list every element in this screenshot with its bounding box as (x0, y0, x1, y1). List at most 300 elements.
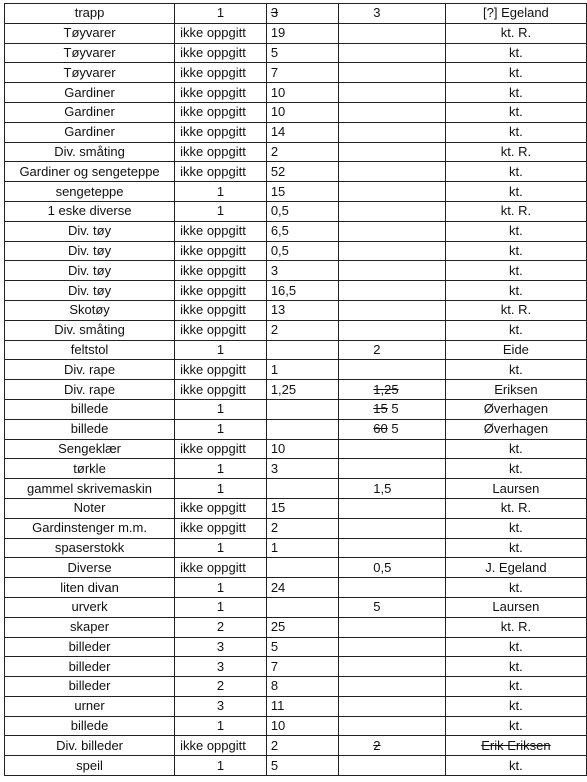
item-cell: Sengeklær (5, 439, 175, 459)
item-cell: spaserstokk (5, 538, 175, 558)
count-cell: ikke oppgitt (175, 360, 267, 380)
count-cell: ikke oppgitt (175, 122, 267, 142)
item-cell: skaper (5, 617, 175, 637)
buyer-cell (445, 63, 586, 83)
count-cell: 1 (175, 756, 267, 776)
buyer-cell (445, 23, 586, 43)
count-cell: 1 (175, 716, 267, 736)
table-row (5, 340, 587, 360)
table-row (5, 518, 587, 538)
item-cell: Div. småting (5, 142, 175, 162)
buyer-cell (445, 360, 586, 380)
item-cell: Div. billeder (5, 736, 175, 756)
value: 5 (270, 757, 279, 773)
value: 13 (270, 302, 286, 318)
price-cell (339, 578, 446, 598)
table-row (5, 459, 587, 479)
price-cell (339, 479, 446, 499)
count-cell: ikke oppgitt (175, 736, 267, 756)
table-row (5, 558, 587, 578)
item-cell: sengeteppe (5, 182, 175, 202)
value: 19 (270, 25, 286, 41)
item-cell: billede (5, 716, 175, 736)
table-row (5, 637, 587, 657)
item-cell: Skotøy (5, 300, 175, 320)
quantity-cell (266, 281, 338, 301)
quantity-cell (266, 360, 338, 380)
value: kt. (509, 520, 523, 536)
value: kt. (509, 124, 523, 140)
table-row (5, 597, 587, 617)
value: kt. (509, 223, 523, 239)
table-row (5, 43, 587, 63)
buyer-cell (445, 597, 586, 617)
count-cell: ikke oppgitt (175, 281, 267, 301)
quantity-cell (266, 538, 338, 558)
table-row (5, 162, 587, 182)
value: 0,5 (373, 559, 392, 575)
value: kt. (509, 658, 523, 674)
table-row (5, 241, 587, 261)
item-cell: Div. tøy (5, 281, 175, 301)
buyer-cell (445, 716, 586, 736)
value: [?] Egeland (483, 5, 549, 21)
value: 1,5 (373, 480, 392, 496)
buyer-cell (445, 122, 586, 142)
item-cell: Tøyvarer (5, 43, 175, 63)
price-cell (339, 340, 446, 360)
item-cell: liten divan (5, 578, 175, 598)
quantity-cell (266, 637, 338, 657)
value: 10 (270, 84, 286, 100)
item-cell: Gardiner (5, 83, 175, 103)
quantity-cell (266, 380, 338, 400)
value: kt. (509, 638, 523, 654)
count-cell: 2 (175, 617, 267, 637)
quantity-cell (266, 597, 338, 617)
table-row (5, 281, 587, 301)
table-row (5, 498, 587, 518)
price-cell (339, 597, 446, 617)
buyer-cell (445, 518, 586, 538)
price-cell (339, 320, 446, 340)
table-row (5, 261, 587, 281)
value: kt. (509, 104, 523, 120)
count-cell: 1 (175, 459, 267, 479)
value: Laursen (492, 599, 540, 615)
buyer-cell (445, 241, 586, 261)
quantity-cell (266, 439, 338, 459)
price-cell (339, 419, 446, 439)
price-cell (339, 677, 446, 697)
value: 5 (373, 599, 381, 615)
count-cell: 1 (175, 578, 267, 598)
value: 10 (270, 104, 286, 120)
quantity-cell (266, 102, 338, 122)
value: kt. (509, 44, 523, 60)
value: kt. R. (500, 500, 532, 516)
value: 15 (270, 183, 286, 199)
price-cell (339, 360, 446, 380)
table-row (5, 320, 587, 340)
price-cell (339, 300, 446, 320)
buyer-cell (445, 4, 586, 24)
table-row (5, 677, 587, 697)
table-row (5, 538, 587, 558)
quantity-cell (266, 122, 338, 142)
value: kt. (509, 322, 523, 338)
buyer-cell (445, 281, 586, 301)
struck-value: 15 (373, 401, 388, 417)
buyer-cell (445, 657, 586, 677)
count-cell: 1 (175, 538, 267, 558)
quantity-cell (266, 617, 338, 637)
item-cell: feltstol (5, 340, 175, 360)
quantity-cell (266, 419, 338, 439)
value: 5 (387, 421, 399, 437)
value: 0,5 (270, 242, 289, 258)
table-row (5, 102, 587, 122)
table-row (5, 657, 587, 677)
value: kt. (509, 678, 523, 694)
item-cell: billede (5, 399, 175, 419)
buyer-cell (445, 736, 586, 756)
price-cell (339, 162, 446, 182)
item-cell: Div. småting (5, 320, 175, 340)
item-cell: Div. rape (5, 380, 175, 400)
value: 52 (270, 163, 286, 179)
count-cell: ikke oppgitt (175, 241, 267, 261)
item-cell: tørkle (5, 459, 175, 479)
quantity-cell (266, 677, 338, 697)
buyer-cell (445, 538, 586, 558)
quantity-cell (266, 399, 338, 419)
price-cell (339, 102, 446, 122)
value: kt. (509, 64, 523, 80)
value: 2 (373, 341, 381, 357)
value: 5 (387, 401, 399, 417)
count-cell: ikke oppgitt (175, 162, 267, 182)
price-cell (339, 221, 446, 241)
price-cell (339, 63, 446, 83)
quantity-cell (266, 162, 338, 182)
value: kt. R. (500, 25, 532, 41)
table-row (5, 756, 587, 776)
buyer-cell (445, 677, 586, 697)
item-cell: Div. tøy (5, 261, 175, 281)
value: kt. (509, 460, 523, 476)
price-cell (339, 696, 446, 716)
buyer-cell (445, 558, 586, 578)
buyer-cell (445, 221, 586, 241)
quantity-cell (266, 518, 338, 538)
price-cell (339, 182, 446, 202)
item-cell: Gardiner (5, 102, 175, 122)
value: kt. R. (500, 203, 532, 219)
value: kt. (509, 282, 523, 298)
value: 1 (270, 539, 279, 555)
value: Øverhagen (483, 401, 549, 417)
struck-value: 2 (373, 737, 381, 753)
count-cell: ikke oppgitt (175, 498, 267, 518)
price-cell (339, 23, 446, 43)
price-cell (339, 281, 446, 301)
value: 15 (270, 500, 286, 516)
count-cell: 1 (175, 597, 267, 617)
count-cell: 1 (175, 399, 267, 419)
price-cell (339, 83, 446, 103)
value: Eide (502, 341, 529, 357)
quantity-cell (266, 63, 338, 83)
count-cell: 1 (175, 479, 267, 499)
table-row (5, 439, 587, 459)
item-cell: Diverse (5, 558, 175, 578)
value: 2 (270, 520, 279, 536)
value: 3 (373, 5, 381, 21)
table-row (5, 578, 587, 598)
quantity-cell (266, 696, 338, 716)
buyer-cell (445, 102, 586, 122)
item-cell: Gardiner (5, 122, 175, 142)
count-cell: 1 (175, 340, 267, 360)
price-cell (339, 538, 446, 558)
value: kt. (509, 262, 523, 278)
value: kt. (509, 539, 523, 555)
value: kt. R. (500, 143, 532, 159)
value: kt. (509, 361, 523, 377)
struck-value: 60 (373, 421, 388, 437)
item-cell: urner (5, 696, 175, 716)
count-cell: ikke oppgitt (175, 142, 267, 162)
item-cell: billeder (5, 657, 175, 677)
count-cell: 1 (175, 182, 267, 202)
item-cell: billede (5, 419, 175, 439)
count-cell: ikke oppgitt (175, 518, 267, 538)
quantity-cell (266, 756, 338, 776)
quantity-cell (266, 4, 338, 24)
table-row (5, 201, 587, 221)
count-cell: ikke oppgitt (175, 63, 267, 83)
item-cell: urverk (5, 597, 175, 617)
price-cell (339, 518, 446, 538)
count-cell: 1 (175, 201, 267, 221)
buyer-cell (445, 756, 586, 776)
value: 1 (270, 361, 279, 377)
item-cell: billeder (5, 637, 175, 657)
count-cell: ikke oppgitt (175, 102, 267, 122)
count-cell: ikke oppgitt (175, 261, 267, 281)
value: 2 (270, 143, 279, 159)
quantity-cell (266, 241, 338, 261)
buyer-cell (445, 637, 586, 657)
quantity-cell (266, 261, 338, 281)
table-row (5, 63, 587, 83)
value: 24 (270, 579, 286, 595)
item-cell: speil (5, 756, 175, 776)
price-cell (339, 637, 446, 657)
table-row (5, 736, 587, 756)
value: kt. (509, 84, 523, 100)
price-cell (339, 142, 446, 162)
price-cell (339, 380, 446, 400)
buyer-cell (445, 498, 586, 518)
quantity-cell (266, 459, 338, 479)
table-row (5, 122, 587, 142)
quantity-cell (266, 716, 338, 736)
buyer-cell (445, 300, 586, 320)
count-cell: 2 (175, 677, 267, 697)
price-cell (339, 241, 446, 261)
buyer-cell (445, 479, 586, 499)
count-cell: ikke oppgitt (175, 439, 267, 459)
value: 14 (270, 124, 286, 140)
value: kt. (509, 242, 523, 258)
quantity-cell (266, 201, 338, 221)
table-row (5, 380, 587, 400)
table-row (5, 716, 587, 736)
value: 1,25 (270, 381, 297, 397)
buyer-cell (445, 459, 586, 479)
buyer-cell (445, 617, 586, 637)
buyer-cell (445, 43, 586, 63)
struck-value: Erik Eriksen (481, 737, 551, 753)
quantity-cell (266, 142, 338, 162)
item-cell: Div. tøy (5, 241, 175, 261)
buyer-cell (445, 578, 586, 598)
value: kt. (509, 757, 523, 773)
buyer-cell (445, 380, 586, 400)
value: kt. (509, 579, 523, 595)
value: kt. (509, 718, 523, 734)
quantity-cell (266, 300, 338, 320)
table-row (5, 419, 587, 439)
quantity-cell (266, 320, 338, 340)
buyer-cell (445, 696, 586, 716)
item-cell: Gardinstenger m.m. (5, 518, 175, 538)
value: 16,5 (270, 282, 297, 298)
count-cell: ikke oppgitt (175, 23, 267, 43)
table-row (5, 617, 587, 637)
value: 11 (270, 698, 285, 714)
buyer-cell (445, 83, 586, 103)
value: kt. R. (500, 619, 532, 635)
table-row (5, 23, 587, 43)
value: 6,5 (270, 223, 289, 239)
item-cell: Div. tøy (5, 221, 175, 241)
count-cell: ikke oppgitt (175, 300, 267, 320)
count-cell: ikke oppgitt (175, 380, 267, 400)
quantity-cell (266, 657, 338, 677)
table-body (5, 4, 587, 776)
quantity-cell (266, 23, 338, 43)
buyer-cell (445, 340, 586, 360)
table-row (5, 182, 587, 202)
value: 25 (270, 619, 286, 635)
buyer-cell (445, 439, 586, 459)
buyer-cell (445, 182, 586, 202)
table-row (5, 300, 587, 320)
count-cell: 3 (175, 637, 267, 657)
struck-value: 3 (270, 5, 279, 21)
buyer-cell (445, 142, 586, 162)
item-cell: billeder (5, 677, 175, 697)
quantity-cell (266, 182, 338, 202)
value: Øverhagen (483, 421, 549, 437)
quantity-cell (266, 83, 338, 103)
quantity-cell (266, 340, 338, 360)
price-cell (339, 498, 446, 518)
table-row (5, 83, 587, 103)
value: 2 (270, 322, 279, 338)
auction-inventory-table (4, 3, 587, 776)
quantity-cell (266, 221, 338, 241)
table-row (5, 221, 587, 241)
table-row (5, 696, 587, 716)
value: kt. R. (500, 302, 532, 318)
price-cell (339, 201, 446, 221)
item-cell: Div. rape (5, 360, 175, 380)
count-cell: ikke oppgitt (175, 558, 267, 578)
quantity-cell (266, 479, 338, 499)
buyer-cell (445, 320, 586, 340)
price-cell (339, 261, 446, 281)
value: 0,5 (270, 203, 289, 219)
price-cell (339, 459, 446, 479)
item-cell: Noter (5, 498, 175, 518)
count-cell: 3 (175, 696, 267, 716)
value: 10 (270, 440, 286, 456)
quantity-cell (266, 558, 338, 578)
value: 7 (270, 64, 279, 80)
count-cell: 3 (175, 657, 267, 677)
price-cell (339, 399, 446, 419)
price-cell (339, 657, 446, 677)
table-row (5, 4, 587, 24)
price-cell (339, 43, 446, 63)
item-cell: Gardiner og sengeteppe (5, 162, 175, 182)
count-cell: ikke oppgitt (175, 221, 267, 241)
count-cell: 1 (175, 419, 267, 439)
quantity-cell (266, 498, 338, 518)
value: kt. (509, 440, 523, 456)
quantity-cell (266, 736, 338, 756)
buyer-cell (445, 261, 586, 281)
quantity-cell (266, 43, 338, 63)
buyer-cell (445, 419, 586, 439)
item-cell: gammel skrivemaskin (5, 479, 175, 499)
value: Eriksen (494, 381, 538, 397)
value: 10 (270, 718, 286, 734)
value: Laursen (492, 480, 540, 496)
value: 5 (270, 638, 279, 654)
price-cell (339, 617, 446, 637)
item-cell: Tøyvarer (5, 23, 175, 43)
count-cell: ikke oppgitt (175, 83, 267, 103)
price-cell (339, 439, 446, 459)
buyer-cell (445, 201, 586, 221)
price-cell (339, 558, 446, 578)
value: kt. (509, 698, 523, 714)
item-cell: Tøyvarer (5, 63, 175, 83)
value: 7 (270, 658, 279, 674)
price-cell (339, 756, 446, 776)
table-row (5, 360, 587, 380)
price-cell (339, 4, 446, 24)
price-cell (339, 736, 446, 756)
table-row (5, 142, 587, 162)
price-cell (339, 716, 446, 736)
table-row (5, 399, 587, 419)
